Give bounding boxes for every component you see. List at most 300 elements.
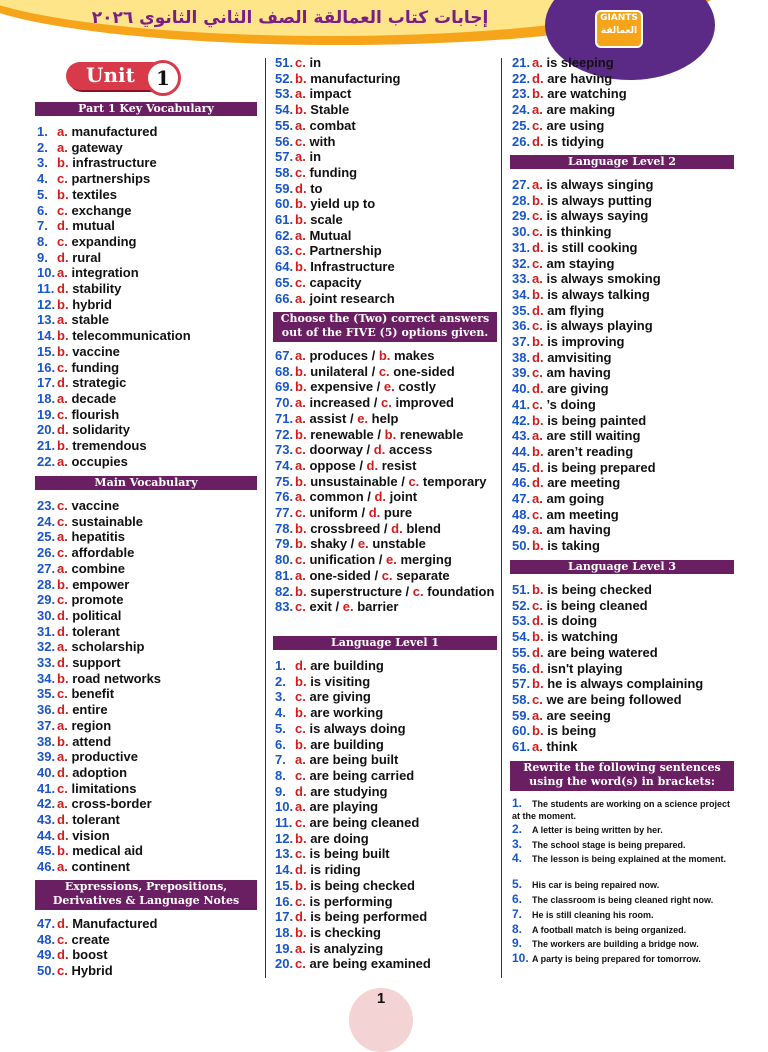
answer-letter: b. xyxy=(378,348,391,363)
answer-text: is taking xyxy=(547,538,600,554)
rewrite-row xyxy=(512,838,734,851)
answer-text: impact xyxy=(309,86,352,102)
answer-letter: c. xyxy=(412,583,424,599)
answer-letter: c. xyxy=(57,592,68,608)
answer-letter: a. xyxy=(57,390,68,406)
answer-row xyxy=(37,124,157,139)
question-number: 56. xyxy=(512,660,531,676)
answer-row xyxy=(37,529,125,544)
answer-text: are being carried xyxy=(309,767,415,783)
answer-row xyxy=(512,86,627,101)
section-part1: Part 1 Key Vocabulary xyxy=(35,102,257,116)
answer-text: assist xyxy=(309,410,347,426)
answer-text: is watching xyxy=(547,629,618,645)
answer-text: common xyxy=(309,489,364,505)
answer-letter: b. xyxy=(532,582,544,597)
question-number: 48. xyxy=(37,931,56,947)
answer-letter: a. xyxy=(295,395,306,411)
answer-text: rural xyxy=(72,249,102,265)
answer-text: ’s doing xyxy=(546,396,596,412)
answer-text: is being prepared xyxy=(547,459,656,475)
answer-letter: c. xyxy=(57,233,68,249)
answer-row xyxy=(275,705,383,720)
answer-row xyxy=(275,134,335,149)
question-number: 31. xyxy=(512,239,531,255)
answer-text: merging xyxy=(400,552,452,568)
answer-row xyxy=(37,360,119,375)
answer-letter: b. xyxy=(295,536,307,552)
question-number: 61. xyxy=(275,212,294,227)
answer-letter: c. xyxy=(295,133,306,149)
answer-letter: c. xyxy=(532,208,543,224)
answer-letter: c. xyxy=(408,473,420,489)
answer-text: sustainable xyxy=(71,513,143,529)
answer-text: are using xyxy=(546,117,605,133)
answer-letter: d. xyxy=(366,457,379,473)
answer-row xyxy=(275,721,406,736)
question-number: 2. xyxy=(275,673,286,689)
answer-letter: b. xyxy=(295,830,307,846)
unit-label: Unit xyxy=(86,63,135,87)
answer-text: access xyxy=(388,442,433,458)
answer-row xyxy=(37,843,143,858)
answer-letter: b. xyxy=(532,192,544,208)
question-number: 61. xyxy=(512,739,531,754)
answer-row xyxy=(37,438,147,453)
answer-row xyxy=(512,55,614,70)
answer-text: is sleeping xyxy=(546,55,614,70)
answer-row xyxy=(275,55,321,70)
question-number: 43. xyxy=(37,812,56,827)
answer-text: are being cleaned xyxy=(309,815,420,830)
answer-letter: c. xyxy=(532,255,543,271)
answer-row xyxy=(37,454,128,469)
answer-letter: d. xyxy=(391,520,403,536)
question-number: 72. xyxy=(275,426,294,442)
question-number: 4. xyxy=(275,705,286,721)
answer-letter: a. xyxy=(532,177,543,192)
answer-letter: d. xyxy=(57,812,69,827)
answer-text: mutual xyxy=(72,218,115,234)
answer-letter: b. xyxy=(57,155,69,171)
answer-letter: c. xyxy=(295,442,306,458)
answer-text: is riding xyxy=(310,862,361,878)
answer-text: isn't playing xyxy=(547,660,623,676)
answer-letter: d. xyxy=(57,249,69,265)
question-number: 53. xyxy=(275,86,294,102)
answer-text: empower xyxy=(72,576,130,592)
answer-letter: c. xyxy=(57,171,68,187)
answer-text: superstructure xyxy=(310,583,402,599)
answer-letter: a. xyxy=(295,290,306,306)
answer-text: capacity xyxy=(309,274,362,290)
answer-letter: c. xyxy=(57,931,68,947)
answer-letter: a. xyxy=(295,149,306,165)
answer-letter: c. xyxy=(532,318,543,334)
answer-letter: a. xyxy=(57,639,68,655)
answer-letter: a. xyxy=(295,86,306,102)
answer-text: flourish xyxy=(71,406,120,422)
answer-letter: b. xyxy=(295,673,307,689)
rewrite-row xyxy=(512,878,734,891)
answer-text: textiles xyxy=(72,186,117,202)
answer-text: increased xyxy=(309,395,371,411)
answer-text: strategic xyxy=(72,375,127,391)
question-number: 73. xyxy=(275,442,294,458)
answer-letter: b. xyxy=(295,70,307,86)
question-number: 39. xyxy=(37,749,56,765)
answer-row xyxy=(275,102,349,117)
column-divider xyxy=(265,58,266,978)
section-rewrite: Rewrite the following sentences using the word(s) in brackets: xyxy=(510,761,734,791)
answer-text: solidarity xyxy=(72,422,130,438)
answer-row xyxy=(275,674,370,689)
answer-row xyxy=(275,149,321,164)
rewrite-sentence: The students are working on a science project at the moment. xyxy=(512,799,731,821)
answer-letter: a. xyxy=(295,227,306,243)
answer-row xyxy=(275,784,387,799)
answer-letter: a. xyxy=(57,453,68,469)
answer-text: limitations xyxy=(71,780,137,796)
answer-text: am staying xyxy=(546,255,615,271)
answer-row xyxy=(37,312,109,327)
question-number: 56. xyxy=(275,133,294,149)
answer-letter: a. xyxy=(57,859,68,875)
answer-text: Partnership xyxy=(309,243,382,259)
question-number: 48. xyxy=(512,506,531,522)
answer-text: is analyzing xyxy=(309,940,384,956)
answer-row xyxy=(512,739,578,754)
rewrite-sentence: The classroom is being cleaned right now. xyxy=(532,895,714,905)
answer-row xyxy=(512,692,682,707)
answer-row xyxy=(37,796,152,811)
question-number: 8. xyxy=(512,922,523,936)
column-divider xyxy=(501,58,502,978)
answer-letter: c. xyxy=(295,893,306,909)
answer-letter: a. xyxy=(57,265,68,281)
answer-text: is always saying xyxy=(546,208,649,224)
answer-text: promote xyxy=(71,592,124,608)
answer-letter: d. xyxy=(373,442,386,458)
question-number: 74. xyxy=(275,457,294,473)
answer-letter: d. xyxy=(57,764,69,780)
answer-row xyxy=(512,413,646,428)
answer-text: political xyxy=(72,607,122,623)
question-number: 34. xyxy=(37,670,56,686)
answer-letter: d. xyxy=(532,660,544,676)
answer-text: joint xyxy=(389,489,418,505)
answer-letter: b. xyxy=(532,443,544,459)
answer-row: 79. b. shaky / e. unstable xyxy=(275,536,426,552)
answer-row: 73. c. doorway / d. access xyxy=(275,442,433,458)
answer-text: yield up to xyxy=(310,196,376,212)
answer-letter: b. xyxy=(57,843,69,859)
answer-text: create xyxy=(71,931,110,947)
answer-text: continent xyxy=(71,859,130,875)
answer-row xyxy=(37,671,161,686)
answer-row xyxy=(275,941,383,956)
question-number: 79. xyxy=(275,536,294,552)
answer-text: is being checked xyxy=(547,582,652,597)
question-number: 38. xyxy=(37,733,56,749)
rewrite-row xyxy=(512,893,734,906)
answer-row xyxy=(512,71,612,86)
answer-letter: a. xyxy=(532,522,543,538)
question-number: 51. xyxy=(275,55,294,70)
answer-text: are giving xyxy=(547,381,609,397)
question-number: 42. xyxy=(512,412,531,428)
answer-text: is always talking xyxy=(547,286,650,302)
question-number: 77. xyxy=(275,505,294,520)
question-number: 52. xyxy=(275,70,294,86)
answer-letter: b. xyxy=(532,334,544,349)
answer-text: is being built xyxy=(309,846,390,862)
question-number: 49. xyxy=(512,522,531,538)
answer-text: scholarship xyxy=(71,639,145,655)
answer-letter: b. xyxy=(57,576,69,592)
question-number: 4. xyxy=(37,171,48,187)
question-number: 57. xyxy=(512,676,531,692)
question-number: 6. xyxy=(37,202,48,218)
answer-row xyxy=(37,498,119,513)
question-number: 29. xyxy=(37,592,56,608)
answer-text: makes xyxy=(394,348,435,363)
answer-letter: c. xyxy=(532,396,543,412)
question-number: 14. xyxy=(275,862,294,878)
question-number: 10. xyxy=(37,265,56,281)
answer-letter: b. xyxy=(57,670,69,686)
answer-text: barrier xyxy=(357,599,399,615)
answer-letter: d. xyxy=(374,489,387,505)
answer-row xyxy=(37,514,143,529)
answer-letter: c. xyxy=(381,395,392,411)
question-number: 45. xyxy=(512,459,531,475)
answer-row xyxy=(512,318,653,333)
answer-row: 81. a. one-sided / c. separate xyxy=(275,567,450,583)
rewrite-row xyxy=(512,937,734,950)
answer-letter: a. xyxy=(295,457,306,473)
rewrite-sentence: A party is being prepared for tomorrow. xyxy=(532,954,701,964)
answer-letter: d. xyxy=(532,613,544,629)
answer-text: unilateral xyxy=(310,363,368,379)
answer-row xyxy=(37,407,119,422)
question-number: 70. xyxy=(275,395,294,411)
question-number: 64. xyxy=(275,259,294,275)
answer-row xyxy=(512,118,604,133)
question-number: 13. xyxy=(275,846,294,862)
answer-text: cross-border xyxy=(71,796,152,812)
answer-text: improved xyxy=(395,395,454,411)
answer-row: 80. c. unification / e. merging xyxy=(275,552,452,568)
question-number: 7. xyxy=(512,907,523,921)
question-number: 27. xyxy=(37,560,56,576)
answer-row xyxy=(512,723,596,738)
answer-letter: d. xyxy=(57,218,69,234)
answer-text: is thinking xyxy=(546,224,612,240)
answer-text: one-sided xyxy=(393,363,455,379)
question-number: 6. xyxy=(275,736,286,752)
answer-text: expanding xyxy=(71,233,137,249)
answer-row: 77. c. uniform / d. pure xyxy=(275,505,413,520)
question-number: 15. xyxy=(37,343,56,359)
answer-row xyxy=(512,491,604,506)
question-number: 21. xyxy=(512,55,531,70)
answer-text: is being cleaned xyxy=(546,597,648,613)
answer-text: affordable xyxy=(71,545,135,561)
answer-row: 75. b. unsustainable / c. temporary xyxy=(275,473,487,489)
answer-text: attend xyxy=(72,733,112,749)
answer-row xyxy=(512,177,653,192)
question-number: 37. xyxy=(37,717,56,733)
answer-letter: c. xyxy=(57,498,68,513)
answer-letter: a. xyxy=(295,348,306,363)
question-number: 9. xyxy=(512,936,523,950)
answer-text: combat xyxy=(309,117,356,133)
question-number: 31. xyxy=(37,623,56,639)
answer-text: decade xyxy=(71,390,117,406)
answer-letter: c. xyxy=(57,963,68,979)
question-number: 65. xyxy=(275,274,294,290)
question-number: 22. xyxy=(512,70,531,86)
question-number: 57. xyxy=(275,149,294,165)
answer-row: 76. a. common / d. joint xyxy=(275,489,418,505)
answer-row xyxy=(275,291,395,306)
answer-letter: d. xyxy=(295,180,307,196)
answer-letter: a. xyxy=(57,124,68,139)
answer-row xyxy=(275,275,362,290)
answer-letter: c. xyxy=(532,597,543,613)
answer-text: is still cooking xyxy=(547,239,638,255)
rewrite-sentence: His car is being repaired now. xyxy=(532,880,660,890)
answer-row xyxy=(37,344,120,359)
question-number: 27. xyxy=(512,177,531,192)
question-number: 60. xyxy=(512,723,531,739)
question-number: 7. xyxy=(37,218,48,234)
answer-letter: c. xyxy=(532,506,543,522)
question-number: 7. xyxy=(275,752,286,768)
answer-letter: d. xyxy=(532,349,544,365)
answer-text: adoption xyxy=(72,764,128,780)
question-number: 3. xyxy=(512,837,523,851)
answer-letter: d. xyxy=(295,909,307,925)
answer-letter: c. xyxy=(295,505,306,520)
answer-letter: c. xyxy=(532,117,543,133)
answer-row xyxy=(37,718,111,733)
answer-text: renewable xyxy=(310,426,374,442)
answer-letter: c. xyxy=(295,767,306,783)
answer-letter: b. xyxy=(57,328,69,344)
question-number: 52. xyxy=(512,597,531,613)
answer-text: separate xyxy=(396,567,450,583)
rewrite-sentence: A football match is being organized. xyxy=(532,925,687,935)
answer-letter: d. xyxy=(57,827,69,843)
question-number: 1. xyxy=(37,124,48,139)
question-number: 9. xyxy=(275,783,286,799)
answer-row xyxy=(512,240,637,255)
question-number: 33. xyxy=(37,655,56,670)
question-number: 75. xyxy=(275,473,294,489)
answer-text: exchange xyxy=(71,202,132,218)
answer-letter: a. xyxy=(532,428,543,444)
question-number: 67. xyxy=(275,348,294,363)
answer-row xyxy=(275,165,357,180)
answer-letter: a. xyxy=(57,139,68,155)
question-number: 68. xyxy=(275,363,294,379)
answer-text: is being performed xyxy=(310,909,428,925)
answer-text: is always smoking xyxy=(546,271,661,287)
answer-text: telecommunication xyxy=(72,328,191,344)
question-number: 1. xyxy=(275,658,286,673)
answer-text: is improving xyxy=(547,334,625,349)
answer-text: oppose xyxy=(309,457,356,473)
question-number: 53. xyxy=(512,613,531,629)
answer-letter: c. xyxy=(532,365,543,381)
answer-text: doorway xyxy=(309,442,363,458)
answer-text: is being checked xyxy=(310,877,415,893)
question-number: 39. xyxy=(512,365,531,381)
answer-letter: c. xyxy=(57,202,68,218)
question-number: 63. xyxy=(275,243,294,259)
answer-row xyxy=(512,428,640,443)
answer-row xyxy=(512,287,650,302)
answer-letter: d. xyxy=(532,70,544,86)
answer-text: tolerant xyxy=(72,812,120,827)
answer-letter: b. xyxy=(295,705,307,721)
answer-letter: d. xyxy=(57,281,69,296)
question-number: 26. xyxy=(512,133,531,149)
answer-text: shaky xyxy=(310,536,348,552)
answer-letter: b. xyxy=(57,438,69,453)
question-number: 18. xyxy=(275,924,294,940)
answer-letter: a. xyxy=(57,749,68,765)
rewrite-sentence: The school stage is being prepared. xyxy=(532,840,686,850)
answer-letter: c. xyxy=(57,545,68,561)
answer-text: is being painted xyxy=(547,412,647,428)
answer-letter: b. xyxy=(295,379,307,395)
question-number: 33. xyxy=(512,271,531,287)
answer-row xyxy=(512,582,652,597)
answer-text: manufacturing xyxy=(310,70,401,86)
question-number: 62. xyxy=(275,227,294,243)
question-number: 13. xyxy=(37,312,56,328)
answer-letter: b. xyxy=(295,196,307,212)
answer-letter: d. xyxy=(57,916,69,931)
answer-letter: a. xyxy=(295,489,306,505)
answer-row: 68. b. unilateral / c. one-sided xyxy=(275,363,455,379)
answer-row xyxy=(37,577,129,592)
question-number: 81. xyxy=(275,567,294,583)
answer-letter: d. xyxy=(532,239,544,255)
answer-row xyxy=(37,624,120,639)
answer-row xyxy=(275,846,390,861)
answer-text: pure xyxy=(383,505,413,520)
answer-row xyxy=(512,507,619,522)
answer-text: stable xyxy=(71,312,110,328)
answer-row xyxy=(512,334,624,349)
question-number: 5. xyxy=(275,720,286,736)
answer-text: are working xyxy=(310,705,384,721)
answer-text: expensive xyxy=(310,379,374,395)
answer-letter: b. xyxy=(57,296,69,312)
question-number: 36. xyxy=(37,702,56,718)
question-number: 10. xyxy=(275,799,294,815)
answer-text: am having xyxy=(546,522,611,538)
section-language-level-1: Language Level 1 xyxy=(273,636,497,650)
question-number: 24. xyxy=(512,102,531,118)
answer-letter: d. xyxy=(57,375,69,391)
answer-letter: e. xyxy=(357,410,369,426)
answer-row xyxy=(37,187,117,202)
